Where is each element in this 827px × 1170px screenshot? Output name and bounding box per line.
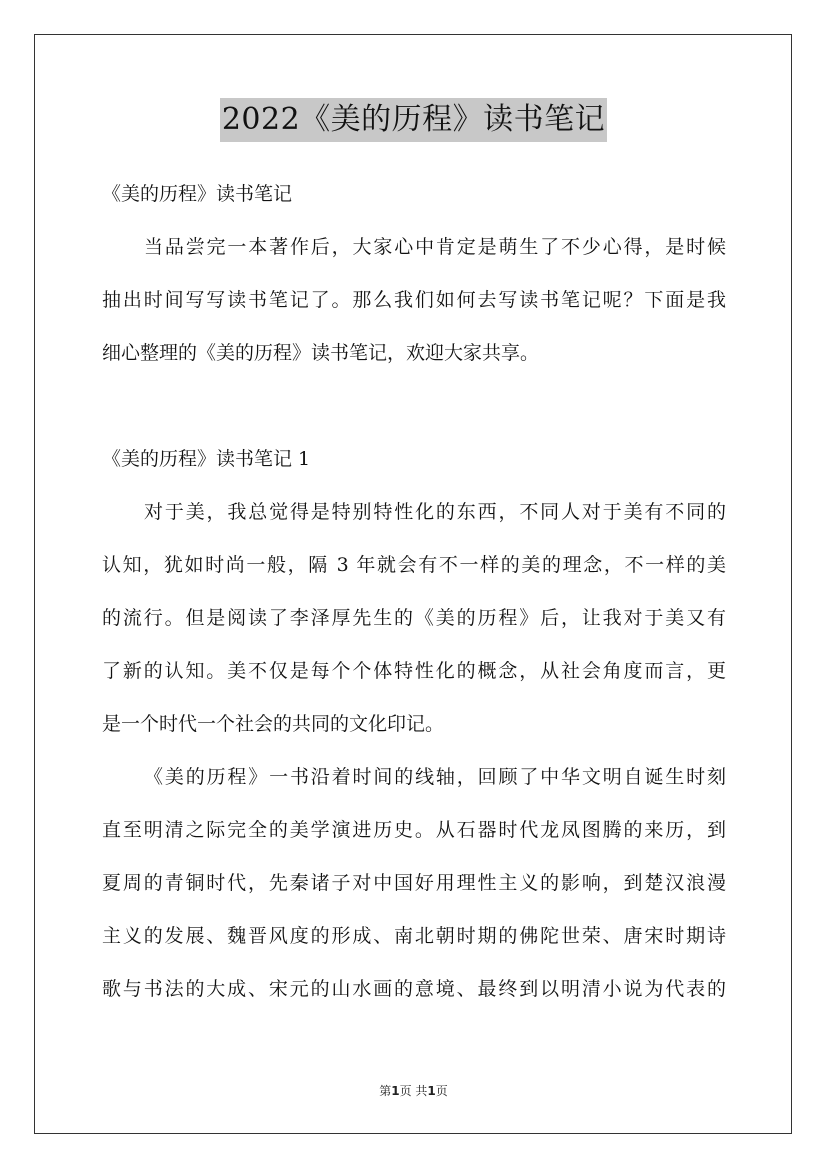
section-heading: 《美的历程》读书笔记 xyxy=(102,183,293,205)
page-total: 1 xyxy=(427,1084,436,1098)
blank-line xyxy=(102,386,726,439)
paragraph-line: 抽出时间写写读书笔记了。那么我们如何去写读书笔记呢？下面是我 xyxy=(102,289,726,311)
page-mid: 页 共 xyxy=(399,1084,428,1098)
page-current: 1 xyxy=(391,1084,400,1098)
page-footer xyxy=(0,1082,827,1099)
title-container xyxy=(0,98,827,142)
paragraph-line: 当品尝完一本著作后，大家心中肯定是萌生了不少心得，是时候 xyxy=(144,236,726,258)
paragraph-line: 对于美，我总觉得是特别特性化的东西，不同人对于美有不同的 xyxy=(144,501,726,523)
page-prefix: 第 xyxy=(379,1084,392,1098)
paragraph-line: 细心整理的《美的历程》读书笔记，欢迎大家共享。 xyxy=(102,342,540,364)
page-suffix: 页 xyxy=(435,1084,448,1098)
paragraph-line: 主义的发展、魏晋风度的形成、南北朝时期的佛陀世荣、唐宋时期诗 xyxy=(102,925,726,947)
section-heading: 《美的历程》读书笔记 1 xyxy=(102,448,311,470)
paragraph-line: 的流行。但是阅读了李泽厚先生的《美的历程》后，让我对于美又有 xyxy=(102,607,726,629)
paragraph-line: 是一个时代一个社会的共同的文化印记。 xyxy=(102,713,445,735)
paragraph-line: 了新的认知。美不仅是每个个体特性化的概念，从社会角度而言，更 xyxy=(102,660,726,682)
document-title: 2022《美的历程》读书笔记 xyxy=(220,98,607,142)
paragraph-line: 夏周的青铜时代，先秦诸子对中国好用理性主义的影响，到楚汉浪漫 xyxy=(102,872,726,894)
paragraph-line: 直至明清之际完全的美学演进历史。从石器时代龙凤图腾的来历，到 xyxy=(102,819,726,841)
paragraph-line: 歌与书法的大成、宋元的山水画的意境、最终到以明清小说为代表的 xyxy=(102,978,726,1000)
paragraph-line: 认知，犹如时尚一般，隔 3 年就会有不一样的美的理念，不一样的美 xyxy=(102,554,726,576)
document-body xyxy=(102,174,726,1022)
paragraph-line: 《美的历程》一书沿着时间的线轴，回顾了中华文明自诞生时刻 xyxy=(144,766,726,788)
